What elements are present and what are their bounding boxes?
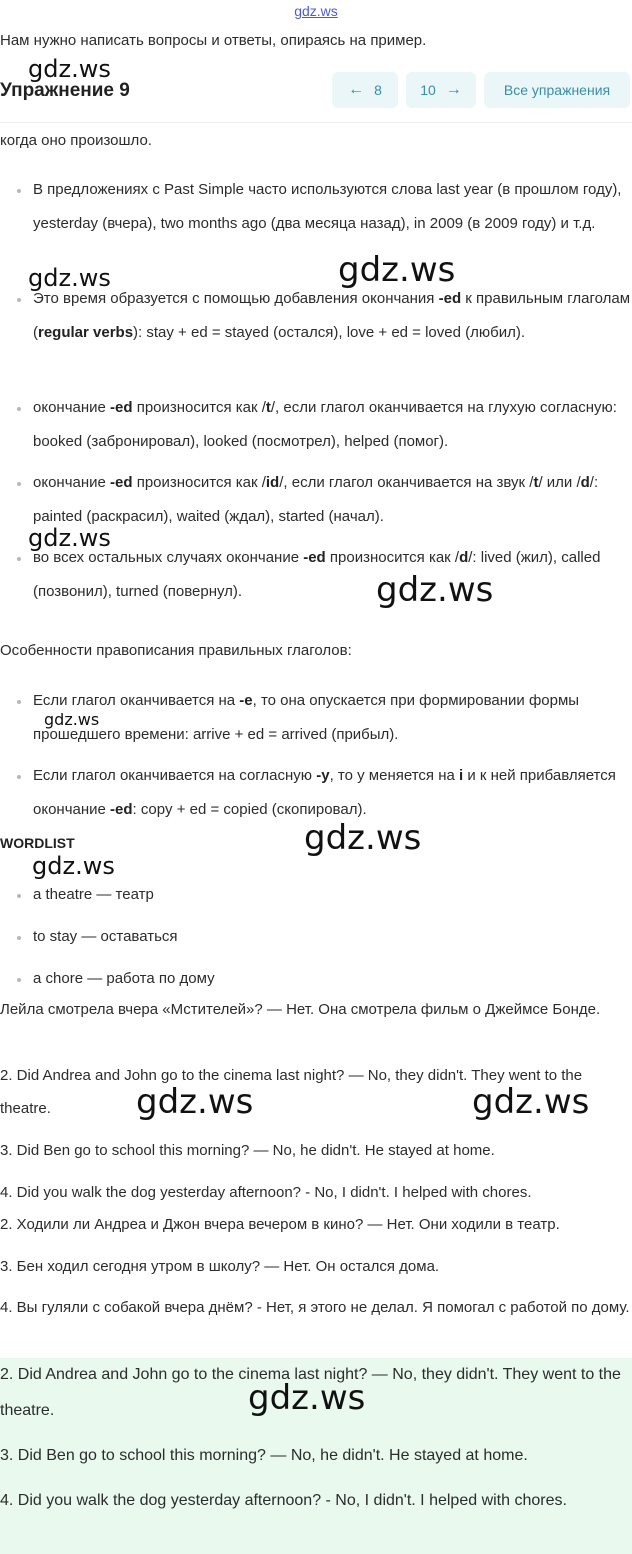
- theory-bullet: окончание -ed произносится как /id/, если глагол оканчивается на звук /t/ или /d/: painted (раскрасил), waited (ждал), started (начал).: [33, 466, 631, 534]
- wordlist-heading: WORDLIST: [0, 835, 75, 851]
- watermark: gdz.ws: [28, 55, 111, 83]
- site-link[interactable]: gdz.ws: [294, 3, 338, 19]
- highlighted-answer: 2. Did Andrea and John go to the cinema last night? — No, they didn't. They went to the theatre.: [0, 1366, 621, 1419]
- prev-exercise-label: 8: [374, 82, 382, 98]
- spelling-bullet: Если глагол оканчивается на согласную -y, то у меняется на i и к ней прибавляется окончание -ed: copy + ed = copied (скопировал).: [33, 759, 631, 827]
- spelling-bullet: Если глагол оканчивается на -e, то она опускается при формировании формы прошедшего времени: arrive + ed = arrived (прибыл).: [33, 684, 631, 752]
- arrow-left-icon: ←: [348, 81, 365, 98]
- next-exercise-label: 10: [420, 82, 436, 98]
- theory-bullet: окончание -ed произносится как /t/, если глагол оканчивается на глухую согласную: booked (забронировал), looked (посмотрел), helped (помог).: [33, 391, 631, 459]
- theory-bullet: Это время образуется с помощью добавления окончания -ed к правильным глаголам (regular verbs): stay + ed = stayed (остался), love + ed = loved (любил).: [33, 282, 631, 350]
- wordlist-item: a chore — работа по дому: [33, 962, 631, 996]
- watermark: gdz.ws: [28, 264, 111, 292]
- prev-exercise-button[interactable]: [332, 72, 398, 108]
- answer-russian: 2. Ходили ли Андреа и Джон вчера вечером в кино? — Нет. Они ходили в театр.: [0, 1216, 560, 1233]
- exercise-intro: Нам нужно написать вопросы и ответы, опираясь на пример.: [0, 32, 427, 49]
- wordlist-item: to stay — оставаться: [33, 920, 631, 954]
- watermark: gdz.ws: [304, 818, 422, 858]
- watermark: gdz.ws: [376, 570, 494, 610]
- page-title: Упражнение 9: [0, 80, 130, 101]
- answer-russian: 3. Бен ходил сегодня утром в школу? — Нет. Он остался дома.: [0, 1258, 440, 1275]
- answer-english: 4. Did you walk the dog yesterday afternoon? - No, I didn't. I helped with chores.: [0, 1184, 532, 1201]
- answer-russian: 4. Вы гуляли с собакой вчера днём? - Нет, я этого не делал. Я помогал с работой по дому.: [0, 1299, 630, 1316]
- watermark: gdz.ws: [338, 250, 456, 290]
- watermark: gdz.ws: [136, 1082, 254, 1122]
- highlighted-answer: 4. Did you walk the dog yesterday afternoon? - No, I didn't. I helped with chores.: [0, 1492, 567, 1509]
- arrow-right-icon: →: [445, 81, 462, 98]
- theory-bullet: во всех остальных случаях окончание -ed произносится как /d/: lived (жил), called (позвонил), turned (повернул).: [33, 541, 631, 609]
- spelling-heading: Особенности правописания правильных глаголов:: [0, 642, 352, 659]
- next-exercise-button[interactable]: [406, 72, 476, 108]
- all-exercises-button[interactable]: [484, 72, 630, 108]
- watermark: gdz.ws: [44, 710, 100, 729]
- all-exercises-label: Все упражнения: [503, 82, 611, 98]
- watermark: gdz.ws: [32, 852, 115, 880]
- theory-bullet: В предложениях с Past Simple часто используются слова last year (в прошлом году), yesterday (вчера), two months ago (два месяца назад), in 2009 (в 2009 году) и т.д.: [33, 173, 631, 241]
- answer-english: 2. Did Andrea and John go to the cinema last night? — No, they didn't. They went to the theatre.: [0, 1067, 583, 1117]
- header-divider: [0, 122, 632, 123]
- highlighted-answer: 3. Did Ben go to school this morning? — No, he didn't. He stayed at home.: [0, 1447, 528, 1464]
- theory-cut-line: когда оно произошло.: [0, 132, 152, 149]
- answer-english: 3. Did Ben go to school this morning? — No, he didn't. He stayed at home.: [0, 1142, 495, 1159]
- watermark: gdz.ws: [472, 1082, 590, 1122]
- watermark: gdz.ws: [248, 1378, 366, 1418]
- answer-translation: Лейла смотрела вчера «Мстителей»? — Нет. Она смотрела фильм о Джеймсе Бонде.: [0, 1001, 601, 1018]
- watermark: gdz.ws: [28, 524, 111, 552]
- wordlist-item: a theatre — театр: [33, 878, 631, 912]
